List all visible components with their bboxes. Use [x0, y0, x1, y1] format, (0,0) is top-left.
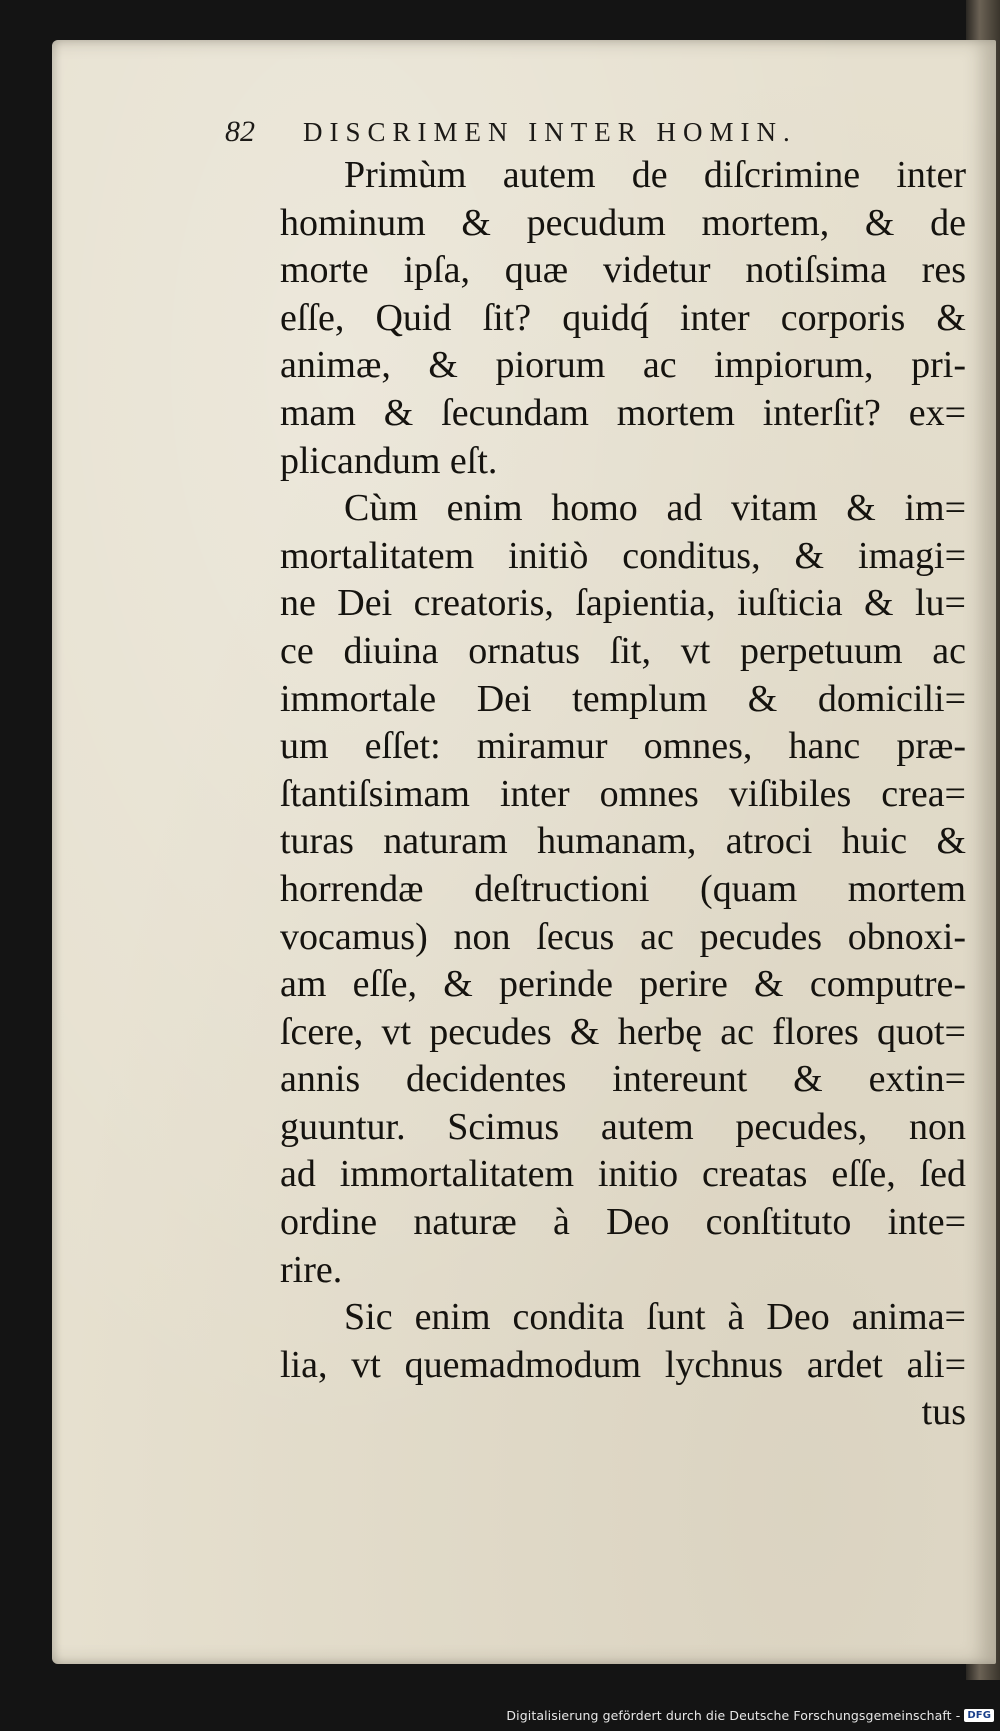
- text-line: ſcere, vt pecudes & herbę ac flores quot=: [280, 1010, 966, 1053]
- text-line: turas naturam humanam, atroci huic &: [280, 820, 966, 863]
- text-line: lia, vt quemadmodum lychnus ardet ali=: [280, 1343, 966, 1386]
- text-line: mortalitatem initiò conditus, & imagi=: [280, 534, 966, 577]
- text-line: ce diuina ornatus ſit, vt perpetuum ac: [280, 629, 966, 672]
- digitization-credit: [506, 1706, 994, 1724]
- dfg-logo: DFG: [964, 1709, 994, 1722]
- text-line: annis decidentes intereunt & extin=: [280, 1058, 966, 1101]
- text-line: immortale Dei templum & domicili=: [280, 677, 966, 720]
- text-line: am eſſe, & perinde perire & computre-: [280, 963, 966, 1006]
- text-line: Sic enim condita ſunt à Deo anima=: [344, 1296, 966, 1339]
- text-line: ordine naturæ à Deo conſtituto inte=: [280, 1201, 966, 1244]
- text-line: ne Dei creatoris, ſapientia, iuſticia & lu=: [280, 582, 966, 625]
- text-line: tus: [921, 1391, 966, 1434]
- text-line: Cùm enim homo ad vitam & im=: [344, 487, 966, 530]
- text-line: um eſſet: miramur omnes, hanc præ-: [280, 725, 966, 768]
- page-number: 82: [225, 115, 255, 148]
- running-head: [225, 115, 925, 155]
- text-line: vocamus) non ſecus ac pecudes obnoxi-: [280, 915, 966, 958]
- body-text: [280, 152, 966, 1437]
- text-line: Primùm autem de diſcrimine inter: [344, 154, 966, 196]
- text-line: ad immortalitatem initio creatas eſſe, ſed: [280, 1153, 966, 1196]
- text-line: ſtantiſsimam inter omnes viſibiles crea=: [280, 772, 966, 815]
- text-line: animæ, & piorum ac impiorum, pri-: [280, 344, 966, 387]
- text-line: hominum & pecudum mortem, & de: [280, 201, 966, 244]
- text-line: plicandum eſt.: [280, 439, 498, 482]
- text-line: guuntur. Scimus autem pecudes, non: [280, 1105, 966, 1148]
- text-line: morte ipſa, quæ videtur notiſsima res: [280, 249, 966, 292]
- text-line: horrendæ deſtructioni (quam mortem: [280, 867, 966, 910]
- credit-text: Digitalisierung gefördert durch die Deutsche Forschungsgemeinschaft -: [506, 1707, 961, 1723]
- text-line: rire.: [280, 1248, 343, 1291]
- running-title: DISCRIMEN INTER HOMIN.: [303, 117, 797, 147]
- text-line: eſſe, Quid ſit? quidq́ inter corporis &: [280, 296, 966, 339]
- text-line: mam & ſecundam mortem interſit? ex=: [280, 391, 966, 434]
